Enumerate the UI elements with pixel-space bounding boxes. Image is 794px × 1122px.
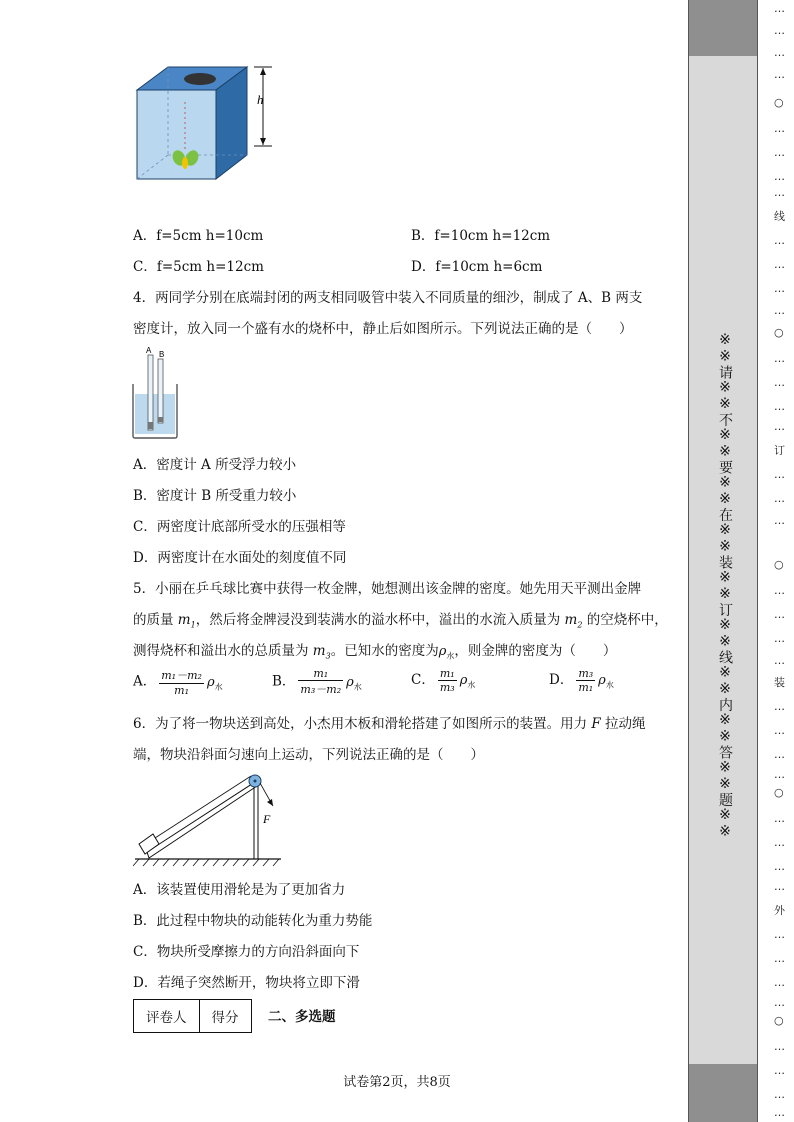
q4-option-c: C．两密度计底部所受水的压强相等 <box>133 519 346 535</box>
side-mark-xian: 线 <box>774 210 785 223</box>
circle-mark: ○ <box>774 1014 784 1027</box>
fig-label-a: A <box>146 346 152 355</box>
side-mark-wai: 外 <box>774 904 785 917</box>
binding-strip <box>688 0 758 1122</box>
q3-option-c: C．f=5cm h=12cm <box>133 259 264 275</box>
page-footer: 试卷第2页，共8页 <box>343 1075 451 1090</box>
h-label: h <box>257 92 264 107</box>
q4-option-d: D．两密度计在水面处的刻度值不同 <box>133 550 347 566</box>
circle-mark: ○ <box>774 96 784 109</box>
q5-stem-line1: 5．小丽在乒乓球比赛中获得一枚金牌，她想测出该金牌的密度。她先用天平测出金牌 <box>133 581 642 597</box>
binding-notice: ※※请※※不※※要※※在※※装※※订※※线※※内※※答※※题※※ <box>717 332 733 840</box>
cut-line-column: … … … … ○ … … … … 线 … … … … ○ … … … … 订 … … … ○ … … … … 装 … … … … ○ … … … … 外 … … … … ○ … … … … <box>774 2 785 1119</box>
side-mark-ding: 订 <box>774 444 785 457</box>
q5-stem-line3: 测得烧杯和溢出水的总质量为 $m_3$。已知水的密度为$\rho_水$，则金牌的密度为（ ） <box>133 643 617 661</box>
q3-option-a: A．f=5cm h=10cm <box>133 228 264 244</box>
q5-option-a: A． $\frac{\text{m₁－m₂}}{\text{m₁}}$ $\rho_水$ <box>133 669 223 697</box>
grader-cell: 评卷人 <box>134 1000 200 1033</box>
force-label: F <box>263 812 271 826</box>
q5-option-b: B． $\frac{\text{m₁}}{\text{m₃－m₂}}$ $\rho_水$ <box>272 667 362 696</box>
q4-stem-line1: 4．两同学分别在底端封闭的两支相同吸管中装入不同质量的细沙，制成了 A、B 两支 <box>133 290 643 306</box>
circle-mark: ○ <box>774 786 784 799</box>
circle-mark: ○ <box>774 326 784 339</box>
q6-stem-line2: 端，物块沿斜面匀速向上运动，下列说法正确的是（ ） <box>133 747 484 763</box>
q3-option-d: D．f=10cm h=6cm <box>411 259 543 275</box>
q6-option-d: D．若绳子突然断开，物块将立即下滑 <box>133 975 360 991</box>
q6-option-a: A．该装置使用滑轮是为了更加省力 <box>133 882 346 898</box>
score-table <box>133 999 252 1033</box>
score-cell: 得分 <box>199 1000 251 1033</box>
q4-stem-line2: 密度计，放入同一个盛有水的烧杯中，静止后如图所示。下列说法正确的是（ ） <box>133 321 633 337</box>
q6-option-b: B．此过程中物块的动能转化为重力势能 <box>133 913 373 929</box>
fig-label-b: B <box>159 350 165 359</box>
q5-option-c: C． $\frac{\text{m₁}}{\text{m₃}}$ $\rho_水$ <box>411 667 476 694</box>
q5-stem-line2: 的质量 $m_1$，然后将金牌浸没到装满水的溢水杯中，溢出的水流入质量为 $m_2$ 的空烧杯中， <box>133 612 668 630</box>
q6-figure-incline <box>133 772 283 868</box>
q4-figure-beaker <box>130 342 182 442</box>
q3-option-b: B．f=10cm h=12cm <box>411 228 551 244</box>
q5-option-d: D． $\frac{\text{m₃}}{\text{m₁}}$ $\rho_水$ <box>549 667 614 694</box>
q4-option-a: A．密度计 A 所受浮力较小 <box>133 457 297 473</box>
section-title: 二、多选题 <box>268 1009 336 1025</box>
q6-option-c: C．物块所受摩擦力的方向沿斜面向下 <box>133 944 360 960</box>
q6-stem-line1: 6．为了将一物块送到高处，小杰用木板和滑轮搭建了如图所示的装置。用力 F 拉动绳 <box>133 716 646 732</box>
circle-mark: ○ <box>774 558 784 571</box>
q4-option-b: B．密度计 B 所受重力较小 <box>133 488 297 504</box>
side-mark-zhuang: 装 <box>774 676 785 689</box>
q3-figure-cube <box>130 62 280 186</box>
